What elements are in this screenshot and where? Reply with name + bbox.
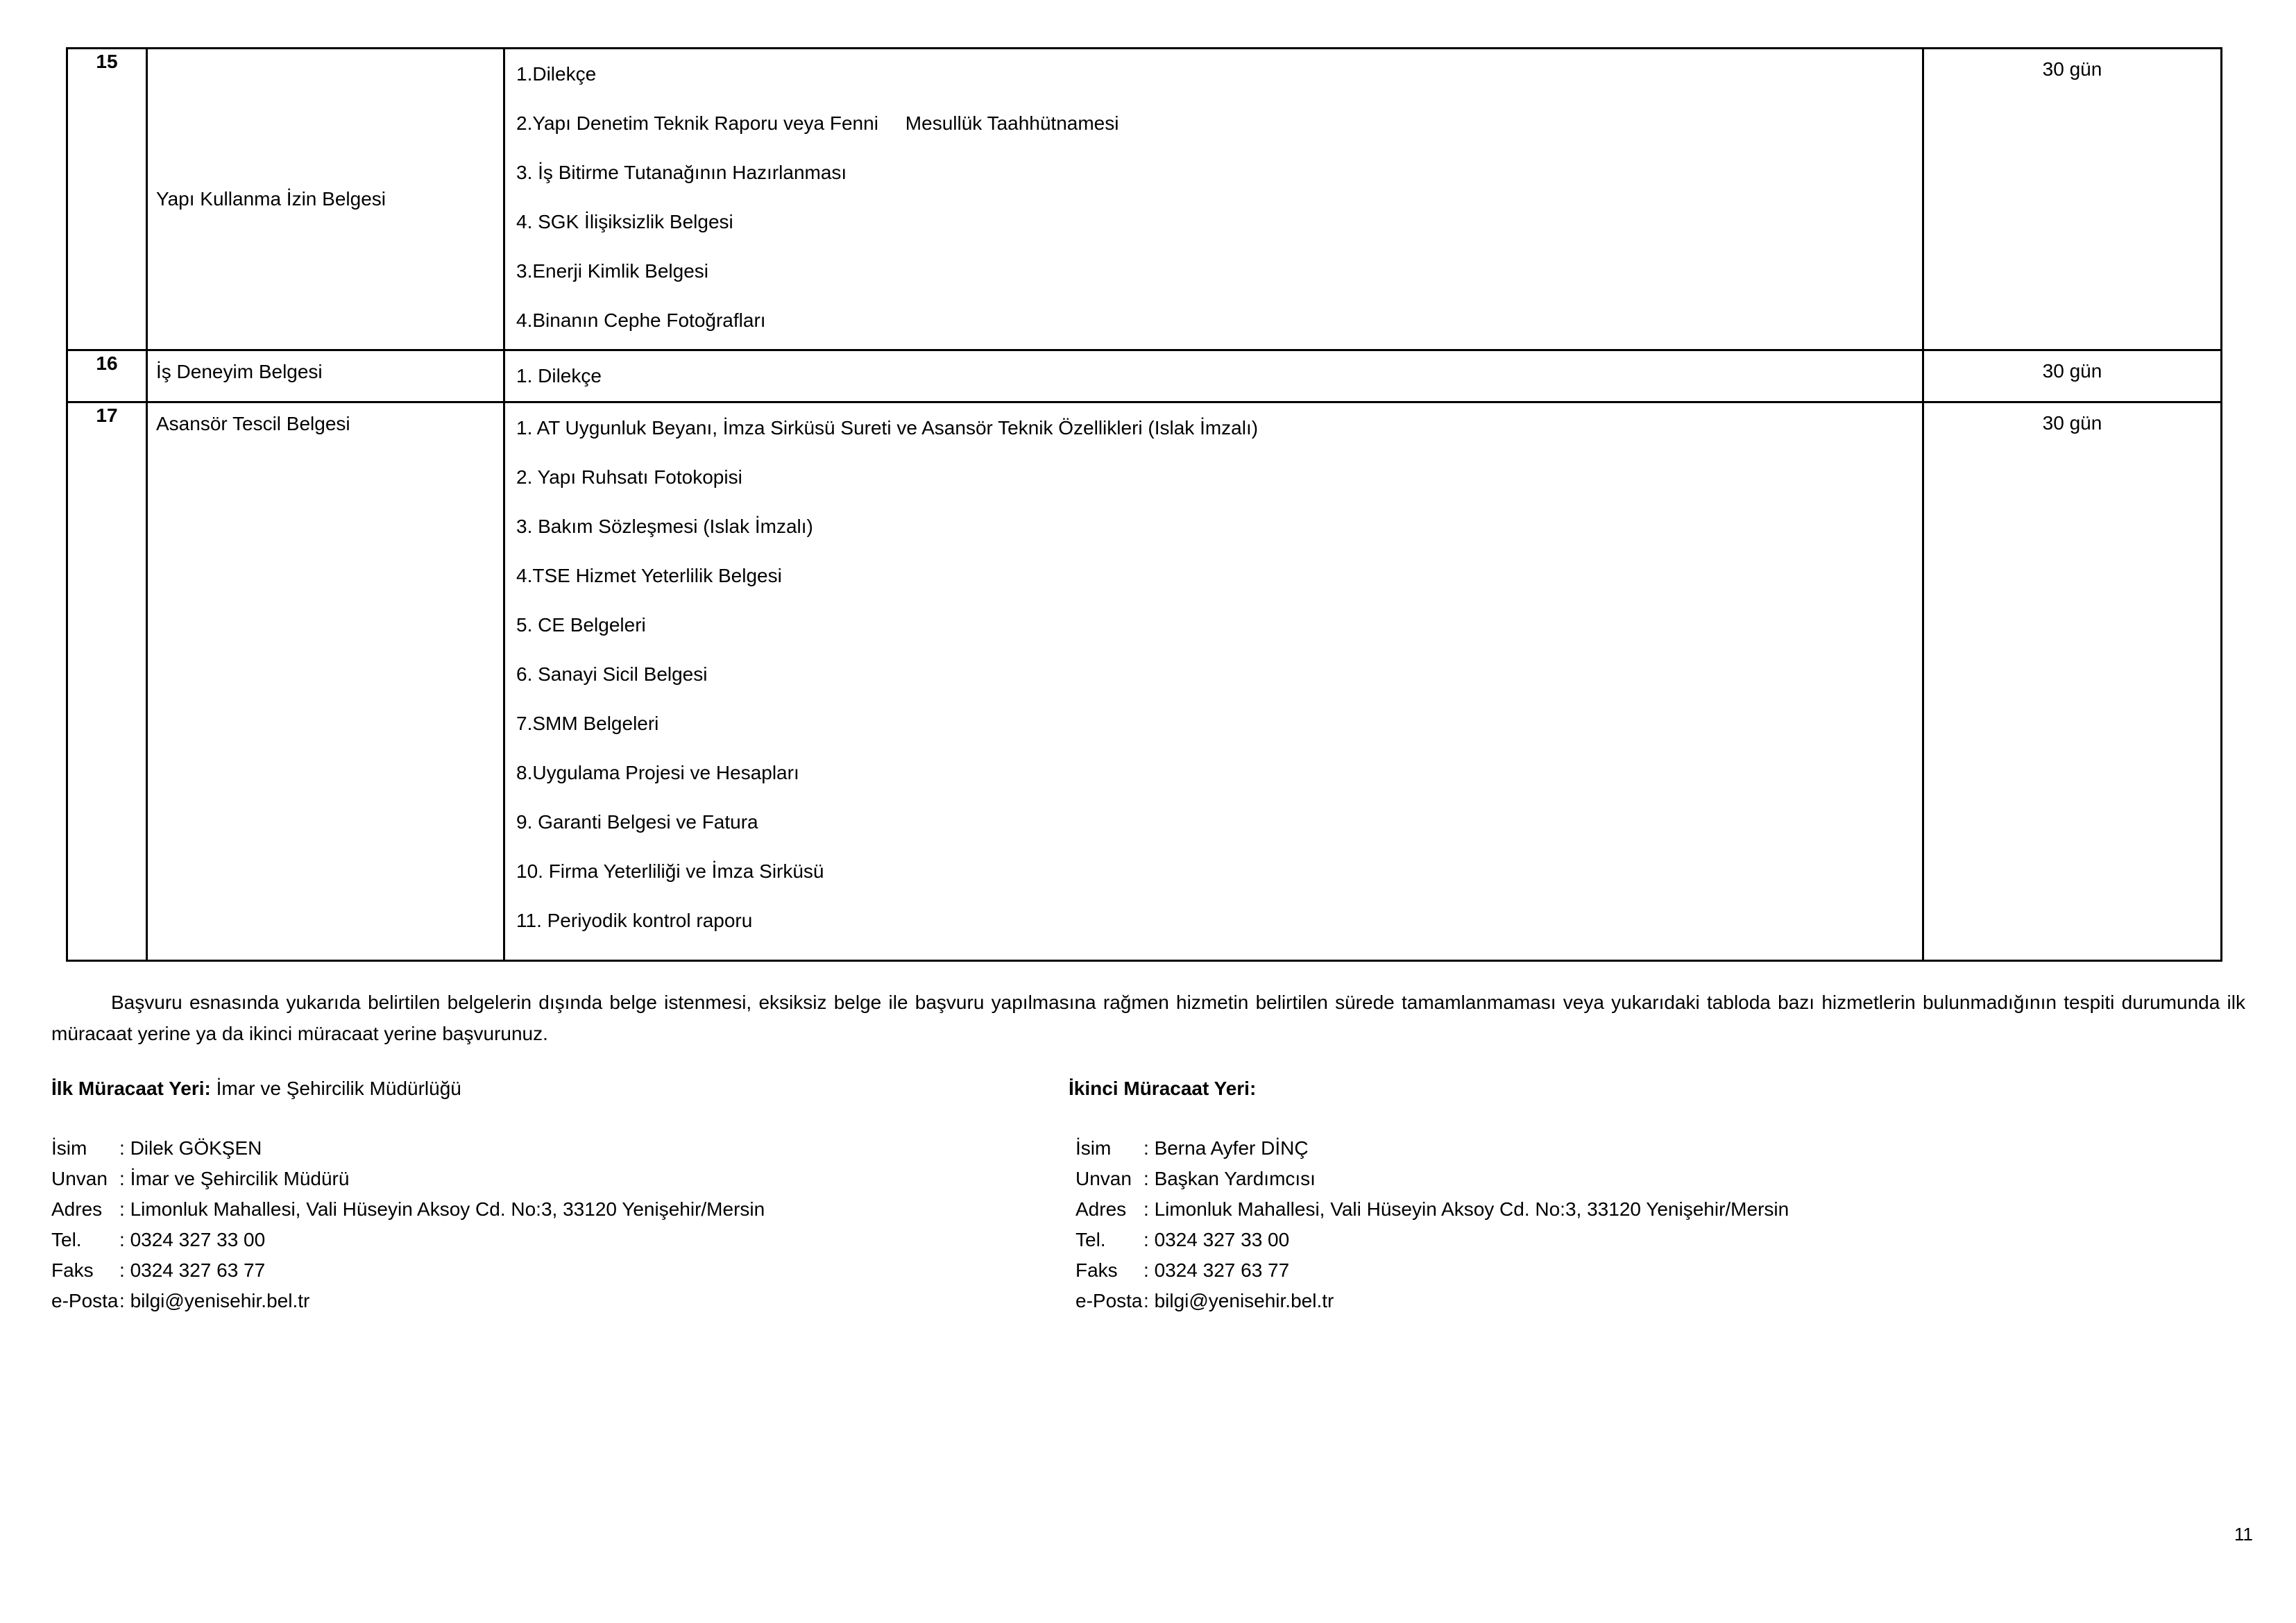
contact-label: Unvan	[1075, 1168, 1132, 1189]
table-row-16	[67, 350, 2222, 402]
contact-line	[1069, 1225, 2248, 1255]
document-line: 6. Sanayi Sicil Belgesi	[516, 663, 708, 685]
contact-line	[1069, 1194, 2248, 1225]
contact-colon: :	[1143, 1168, 1149, 1189]
contact-value: 0324 327 63 77	[130, 1259, 266, 1281]
second-contact-section	[1069, 1073, 2248, 1316]
documents-cell	[504, 49, 1923, 350]
service-name-cell: Asansör Tescil Belgesi	[147, 402, 504, 961]
second-contact-heading	[1069, 1073, 2248, 1104]
contact-colon: :	[119, 1137, 125, 1159]
contact-value: Limonluk Mahallesi, Vali Hüseyin Aksoy Cd. No:3, 33120 Yenişehir/Mersin	[1154, 1198, 1789, 1220]
contact-line	[51, 1286, 1037, 1316]
document-line: 4. SGK İlişiksizlik Belgesi	[516, 211, 733, 232]
document-line: 7.SMM Belgeleri	[516, 713, 659, 734]
contact-value: 0324 327 33 00	[1154, 1229, 1290, 1250]
document-line: 1. Dilekçe	[516, 365, 602, 386]
contact-label: Faks	[1075, 1259, 1118, 1281]
service-standards-table	[66, 47, 2222, 962]
document-line: 1. AT Uygunluk Beyanı, İmza Sirküsü Sureti ve Asansör Teknik Özellikleri (Islak İmzalı)	[516, 417, 1259, 439]
contact-line	[51, 1133, 1037, 1164]
contact-colon: :	[119, 1290, 125, 1311]
duration-cell: 30 gün	[1923, 49, 2222, 350]
contact-line	[51, 1225, 1037, 1255]
contact-line	[51, 1194, 1037, 1225]
contact-value: 0324 327 63 77	[1154, 1259, 1290, 1281]
contact-value: Limonluk Mahallesi, Vali Hüseyin Aksoy Cd. No:3, 33120 Yenişehir/Mersin	[130, 1198, 765, 1220]
document-line: 9. Garanti Belgesi ve Fatura	[516, 811, 758, 833]
document-line: 8.Uygulama Projesi ve Hesapları	[516, 762, 799, 783]
contact-label: e-Posta	[51, 1290, 119, 1311]
contact-value: Başkan Yardımcısı	[1154, 1168, 1316, 1189]
first-contact-heading	[51, 1073, 1037, 1104]
document-line: 10. Firma Yeterliliği ve İmza Sirküsü	[516, 860, 824, 882]
document-line: 1.Dilekçe	[516, 63, 597, 85]
documents-cell	[504, 402, 1923, 961]
contact-colon: :	[1143, 1229, 1149, 1250]
table-row-17	[67, 402, 2222, 961]
contact-colon: :	[1143, 1198, 1149, 1220]
first-contact-heading-label: İlk Müracaat Yeri:	[51, 1078, 211, 1099]
document-line: 4.TSE Hizmet Yeterlilik Belgesi	[516, 565, 782, 586]
document-line: 11. Periyodik kontrol raporu	[516, 910, 753, 931]
first-contact-heading-value: İmar ve Şehircilik Müdürlüğü	[216, 1078, 461, 1099]
contact-colon: :	[1143, 1290, 1149, 1311]
service-name-cell: Yapı Kullanma İzin Belgesi	[147, 49, 504, 350]
table-row-15	[67, 49, 2222, 350]
contact-value: İmar ve Şehircilik Müdürü	[130, 1168, 350, 1189]
service-name-cell: İş Deneyim Belgesi	[147, 350, 504, 402]
first-contact-section	[51, 1073, 1037, 1316]
duration-cell: 30 gün	[1923, 350, 2222, 402]
contact-colon: :	[1143, 1137, 1149, 1159]
contact-colon: :	[119, 1229, 125, 1250]
note-paragraph: Başvuru esnasında yukarıda belirtilen belgelerin dışında belge istenmesi, eksiksiz belge ile başvuru yapılmasına rağmen hizmetin belirtilen sürede tamamlanmaması veya yukarıdaki tabloda bazı hizmetlerin bulunmadığının tespiti durumunda ilk müracaat yerine ya da ikinci müracaat yerine başvurunuz.	[51, 992, 2245, 1044]
second-contact-heading-label: İkinci Müracaat Yeri:	[1069, 1078, 1257, 1099]
document-line: 3.Enerji Kimlik Belgesi	[516, 260, 708, 282]
document-line: 5. CE Belgeleri	[516, 614, 646, 636]
row-number-cell: 17	[67, 402, 147, 961]
contact-line	[51, 1164, 1037, 1194]
contact-line	[1069, 1133, 2248, 1164]
contact-value: bilgi@yenisehir.bel.tr	[130, 1290, 310, 1311]
contact-label: Faks	[51, 1259, 94, 1281]
contact-label: Tel.	[51, 1229, 82, 1250]
row-number-cell: 15	[67, 49, 147, 350]
contact-label: e-Posta	[1075, 1290, 1143, 1311]
contact-label: Adres	[51, 1198, 103, 1220]
contact-label: Adres	[1075, 1198, 1127, 1220]
document-line: 2. Yapı Ruhsatı Fotokopisi	[516, 466, 742, 488]
document-line: 2.Yapı Denetim Teknik Raporu veya Fenni Mesullük Taahhütnamesi	[516, 112, 1119, 134]
contact-line	[51, 1255, 1037, 1286]
row-number-cell: 16	[67, 350, 147, 402]
contact-line	[1069, 1286, 2248, 1316]
duration-cell: 30 gün	[1923, 402, 2222, 961]
document-line: 3. Bakım Sözleşmesi (Islak İmzalı)	[516, 516, 813, 537]
contact-colon: :	[119, 1168, 125, 1189]
contact-line	[1069, 1255, 2248, 1286]
contact-label: Tel.	[1075, 1229, 1106, 1250]
contact-colon: :	[119, 1198, 125, 1220]
document-line: 4.Binanın Cephe Fotoğrafları	[516, 309, 766, 331]
contact-value: Dilek GÖKŞEN	[130, 1137, 262, 1159]
contact-label: İsim	[1075, 1137, 1112, 1159]
contact-value: 0324 327 33 00	[130, 1229, 266, 1250]
contact-value: Berna Ayfer DİNÇ	[1154, 1137, 1309, 1159]
document-line: 3. İş Bitirme Tutanağının Hazırlanması	[516, 162, 847, 183]
contact-colon: :	[1143, 1259, 1149, 1281]
contact-value: bilgi@yenisehir.bel.tr	[1154, 1290, 1334, 1311]
page-number: 11	[2234, 1524, 2253, 1545]
contact-label: İsim	[51, 1137, 87, 1159]
contact-colon: :	[119, 1259, 125, 1281]
documents-cell	[504, 350, 1923, 402]
contact-label: Unvan	[51, 1168, 108, 1189]
contact-line	[1069, 1164, 2248, 1194]
